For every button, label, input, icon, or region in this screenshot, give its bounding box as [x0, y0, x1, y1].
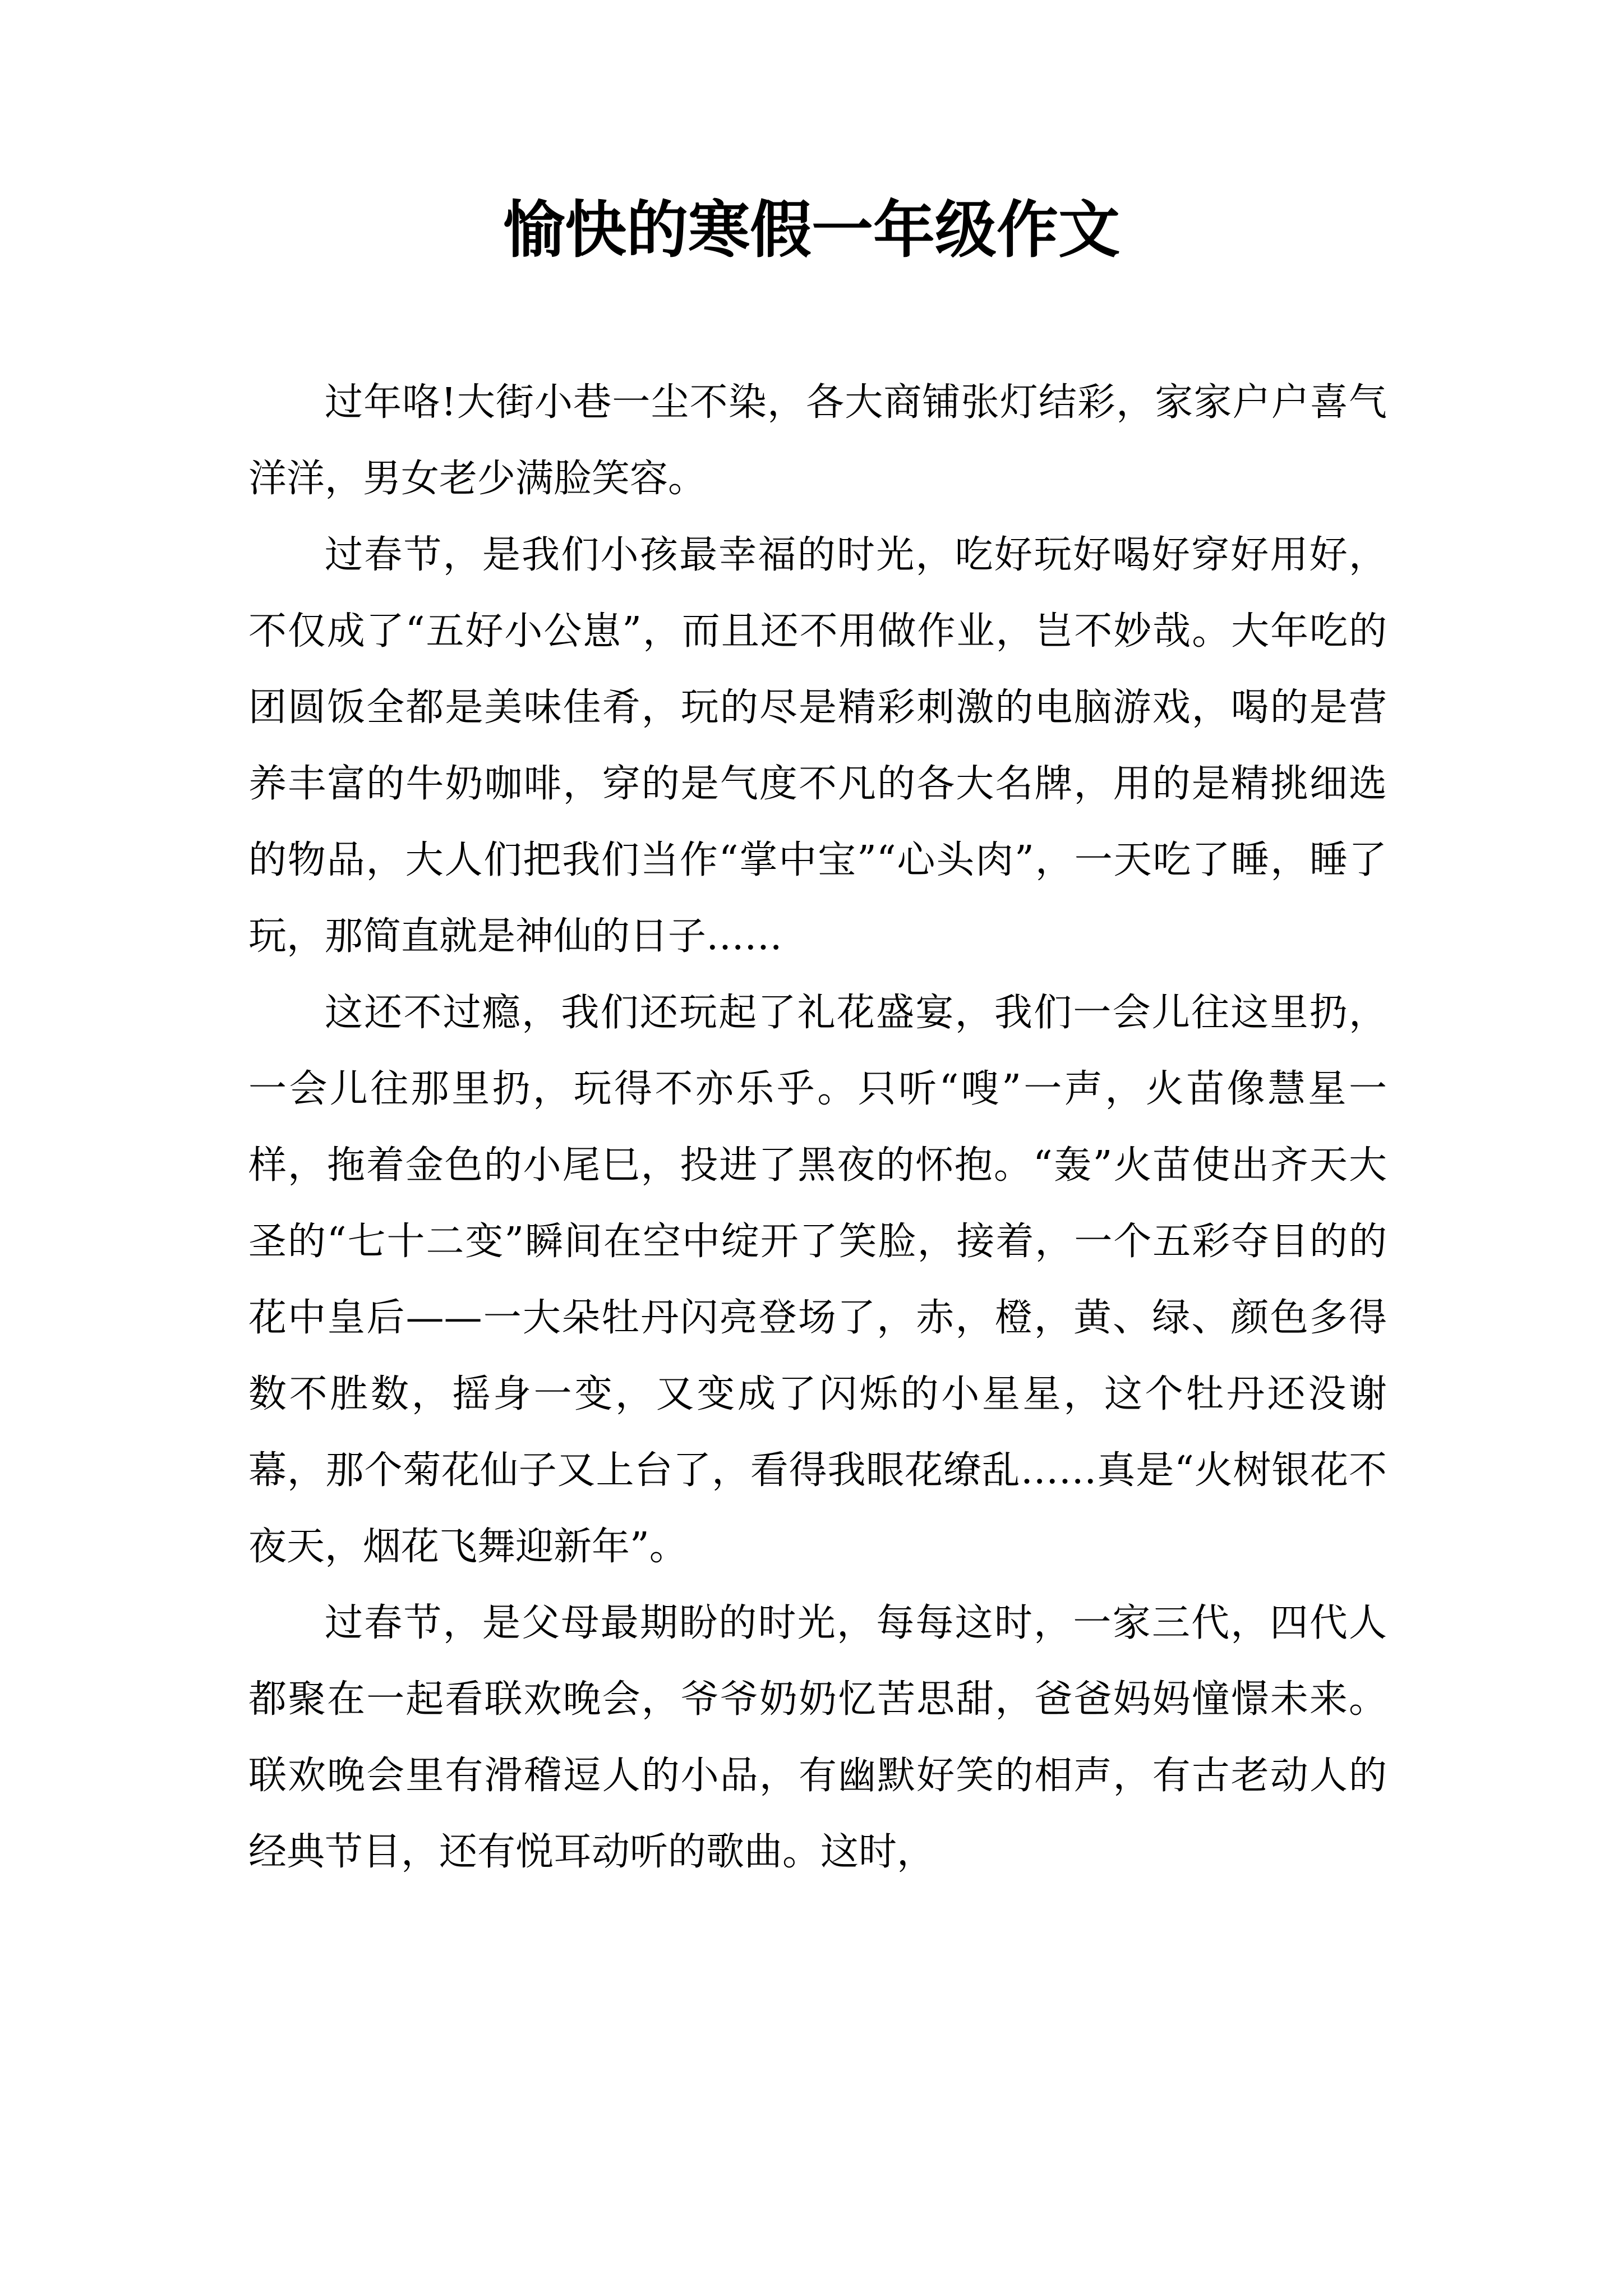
paragraph: 过春节，是我们小孩最幸福的时光，吃好玩好喝好穿好用好，不仅成了“五好小公崽”，而且还不用做作业，岂不妙哉。大年吃的团圆饭全都是美味佳肴，玩的尽是精彩刺激的电脑游戏，喝的是营养丰富的牛奶咖啡，穿的是气度不凡的各大名牌，用的是精挑细选的物品，大人们把我们当作“掌中宝”“心头肉”，一天吃了睡，睡了玩，那简直就是神仙的日子…… [248, 533, 1387, 959]
document-body [248, 365, 1387, 1890]
paragraph: 这还不过瘾，我们还玩起了礼花盛宴，我们一会儿往这里扔，一会儿往那里扔，玩得不亦乐乎。只听“嗖”一声，火苗像慧星一样，拖着金色的小尾巳，投进了黑夜的怀抱。“轰”火苗使出齐天大圣的“七十二变”瞬间在空中绽开了笑脸，接着，一个五彩夺目的的花中皇后——一大朵牡丹闪亮登场了，赤，橙，黄、绿、颜色多得数不胜数，摇身一变，又变成了闪烁的小星星，这个牡丹还没谢幕，那个菊花仙子又上台了，看得我眼花缭乱……真是“火树银花不夜天，烟花飞舞迎新年”。 [248, 991, 1387, 1569]
paragraph: 过春节，是父母最期盼的时光，每每这时，一家三代，四代人都聚在一起看联欢晚会，爷爷奶奶忆苦思甜，爸爸妈妈憧憬未来。联欢晚会里有滑稽逗人的小品，有幽默好笑的相声，有古老动人的经典节目，还有悦耳动听的歌曲。这时， [248, 1601, 1387, 1874]
document-title: 愉快的寒假一年级作文 [503, 194, 1120, 266]
paragraph: 过年咯!大街小巷一尘不染，各大商铺张灯结彩，家家户户喜气洋洋，男女老少满脸笑容。 [248, 380, 1387, 501]
